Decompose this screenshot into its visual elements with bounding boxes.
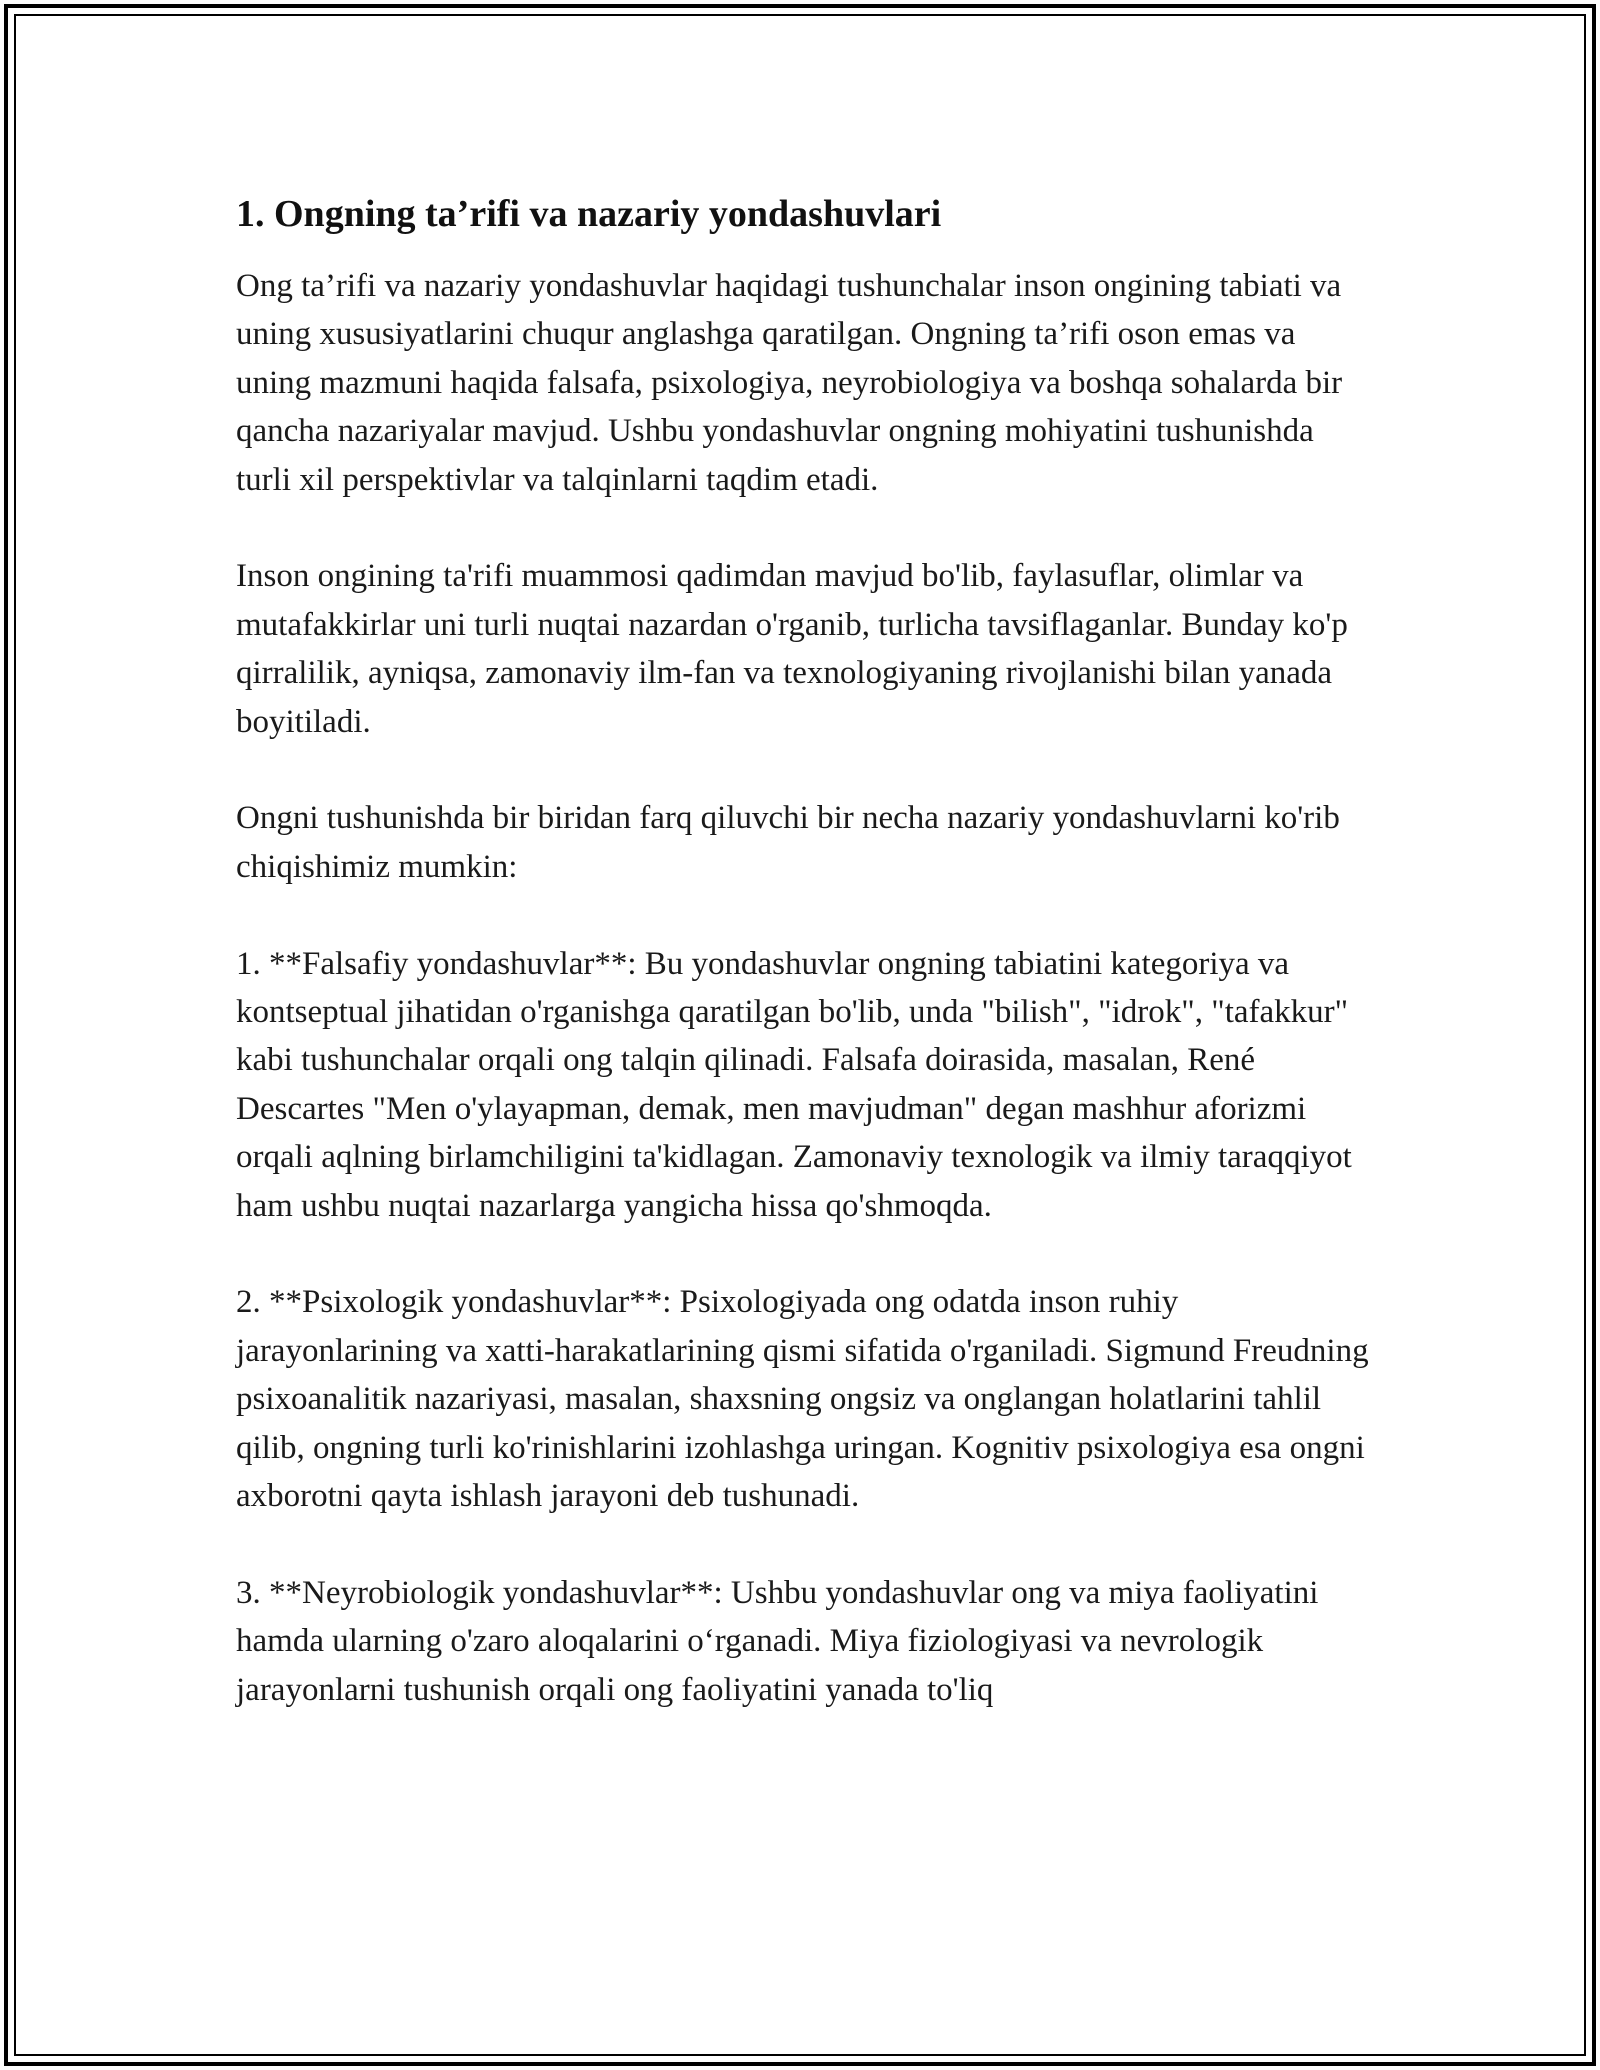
section-heading: 1. Ongning ta’rifi va nazariy yondashuvlari xyxy=(236,193,942,235)
paragraph-approaches-intro: Ongni tushunishda bir biridan farq qiluvchi bir necha nazariy yondashuvlarni ko'rib chiqishimiz mumkin: xyxy=(236,800,1340,885)
list-item-philosophical: 1. **Falsafiy yondashuvlar**: Bu yondashuvlar ongning tabiatini kategoriya va kontseptual jihatidan o'rganishga qaratilgan bo'lib, unda "bilish", "idrok", "tafakkur" kabi tushunchalar orqali ong talqin qilinadi. Falsafa doirasida, masalan, René Descartes "Men o'ylayapman, demak, men mavjudman" degan mashhur aforizmi orqali aqlning birlamchiligini ta'kidlagan. Zamonaviy texnologik va ilmiy taraqqiyot ham ushbu nuqtai nazarlarga yangicha hissa qo'shmoqda. xyxy=(236,945,1352,1224)
list-item-psychological: 2. **Psixologik yondashuvlar**: Psixologiyada ong odatda inson ruhiy jarayonlarining va xatti-harakatlarining qismi sifatida o'rganiladi. Sigmund Freudning psixoanalitik nazariyasi, masalan, shaxsning ongsiz va onglangan holatlarini tahlil qilib, ongning turli ko'rinishlarini izohlashga uringan. Kognitiv psixologiya esa ongni axborotni qayta ishlash jarayoni deb tushunadi. xyxy=(236,1284,1369,1515)
list-item-neurobiological: 3. **Neyrobiologik yondashuvlar**: Ushbu yondashuvlar ong va miya faoliyatini hamda ularning o'zaro aloqalarini o‘rganadi. Miya fiziologiyasi va nevrologik jarayonlarni tushunish orqali ong faoliyatini yanada to'liq xyxy=(236,1574,1319,1708)
paragraph-intro: Ong ta’rifi va nazariy yondashuvlar haqidagi tushunchalar inson ongining tabiati va uning xususiyatlarini chuqur anglashga qaratilgan. Ongning ta’rifi oson emas va uning mazmuni haqida falsafa, psixologiya, neyrobiologiya va boshqa sohalarda bir qancha nazariyalar mavjud. Ushbu yondashuvlar ongning mohiyatini tushunishda turli xil perspektivlar va talqinlarni taqdim etadi. xyxy=(236,268,1343,498)
document-body xyxy=(236,186,1376,1763)
paragraph-history: Inson ongining ta'rifi muammosi qadimdan mavjud bo'lib, faylasuflar, olimlar va mutafakkirlar uni turli nuqtai nazardan o'rganib, turlicha tavsiflaganlar. Bunday ko'p qirralilik, ayniqsa, zamonaviy ilm-fan va texnologiyaning rivojlanishi bilan yanada boyitiladi. xyxy=(236,558,1348,740)
